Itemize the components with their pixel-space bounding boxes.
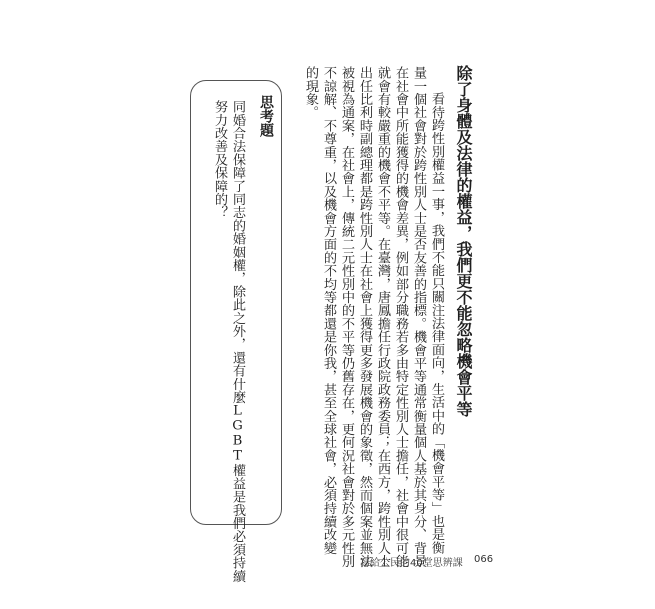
- body-line-6: 被視為通案，在社會上，傳統二元性別中的不平等仍舊存在，更何況社會對於多元性別: [339, 66, 354, 568]
- body-line-4: 就會有較嚴重的機會不平等。在臺灣，唐鳳擔任行政院政務委員；在西方，跨性別人士: [375, 66, 390, 568]
- body-line-2: 量一個社會對於跨性別人士是否友善的指標。機會平等通常衡量個人基於其身分、背景: [411, 66, 426, 568]
- body-line-8: 的現象。: [303, 66, 318, 119]
- body-line-5: 出任比利時副總理都是跨性別人士在社會上獲得更多發展機會的象徵，然而個案並無法: [357, 66, 372, 568]
- footer-page-number: 066: [474, 554, 494, 565]
- think-question-label: 思考題: [258, 95, 274, 137]
- body-line-7: 不諒解、不尊重，以及機會方面的不均等都還是你我，甚至全球社會，必須持續改變: [321, 66, 336, 555]
- footer-book-title: 寫給公民的40堂思辨課: [360, 558, 463, 569]
- body-line-3: 在社會中所能獲得的機會差異，例如部分職務若多由特定性別人士擔任，社會中很可能: [393, 66, 408, 568]
- section-title: 除了身體及法律的權益，我們更不能忽略機會平等: [454, 65, 473, 417]
- think-question-line-2: 努力改善及保障的？: [212, 100, 227, 219]
- think-question-line-1: 同婚合法保障了同志的婚姻權，除此之外，還有什麼LGBT權益是我們必須持續: [230, 100, 245, 583]
- body-line-1: 看待跨性別權益一事，我們不能只關注法律面向，生活中的「機會平等」也是衡: [429, 92, 444, 554]
